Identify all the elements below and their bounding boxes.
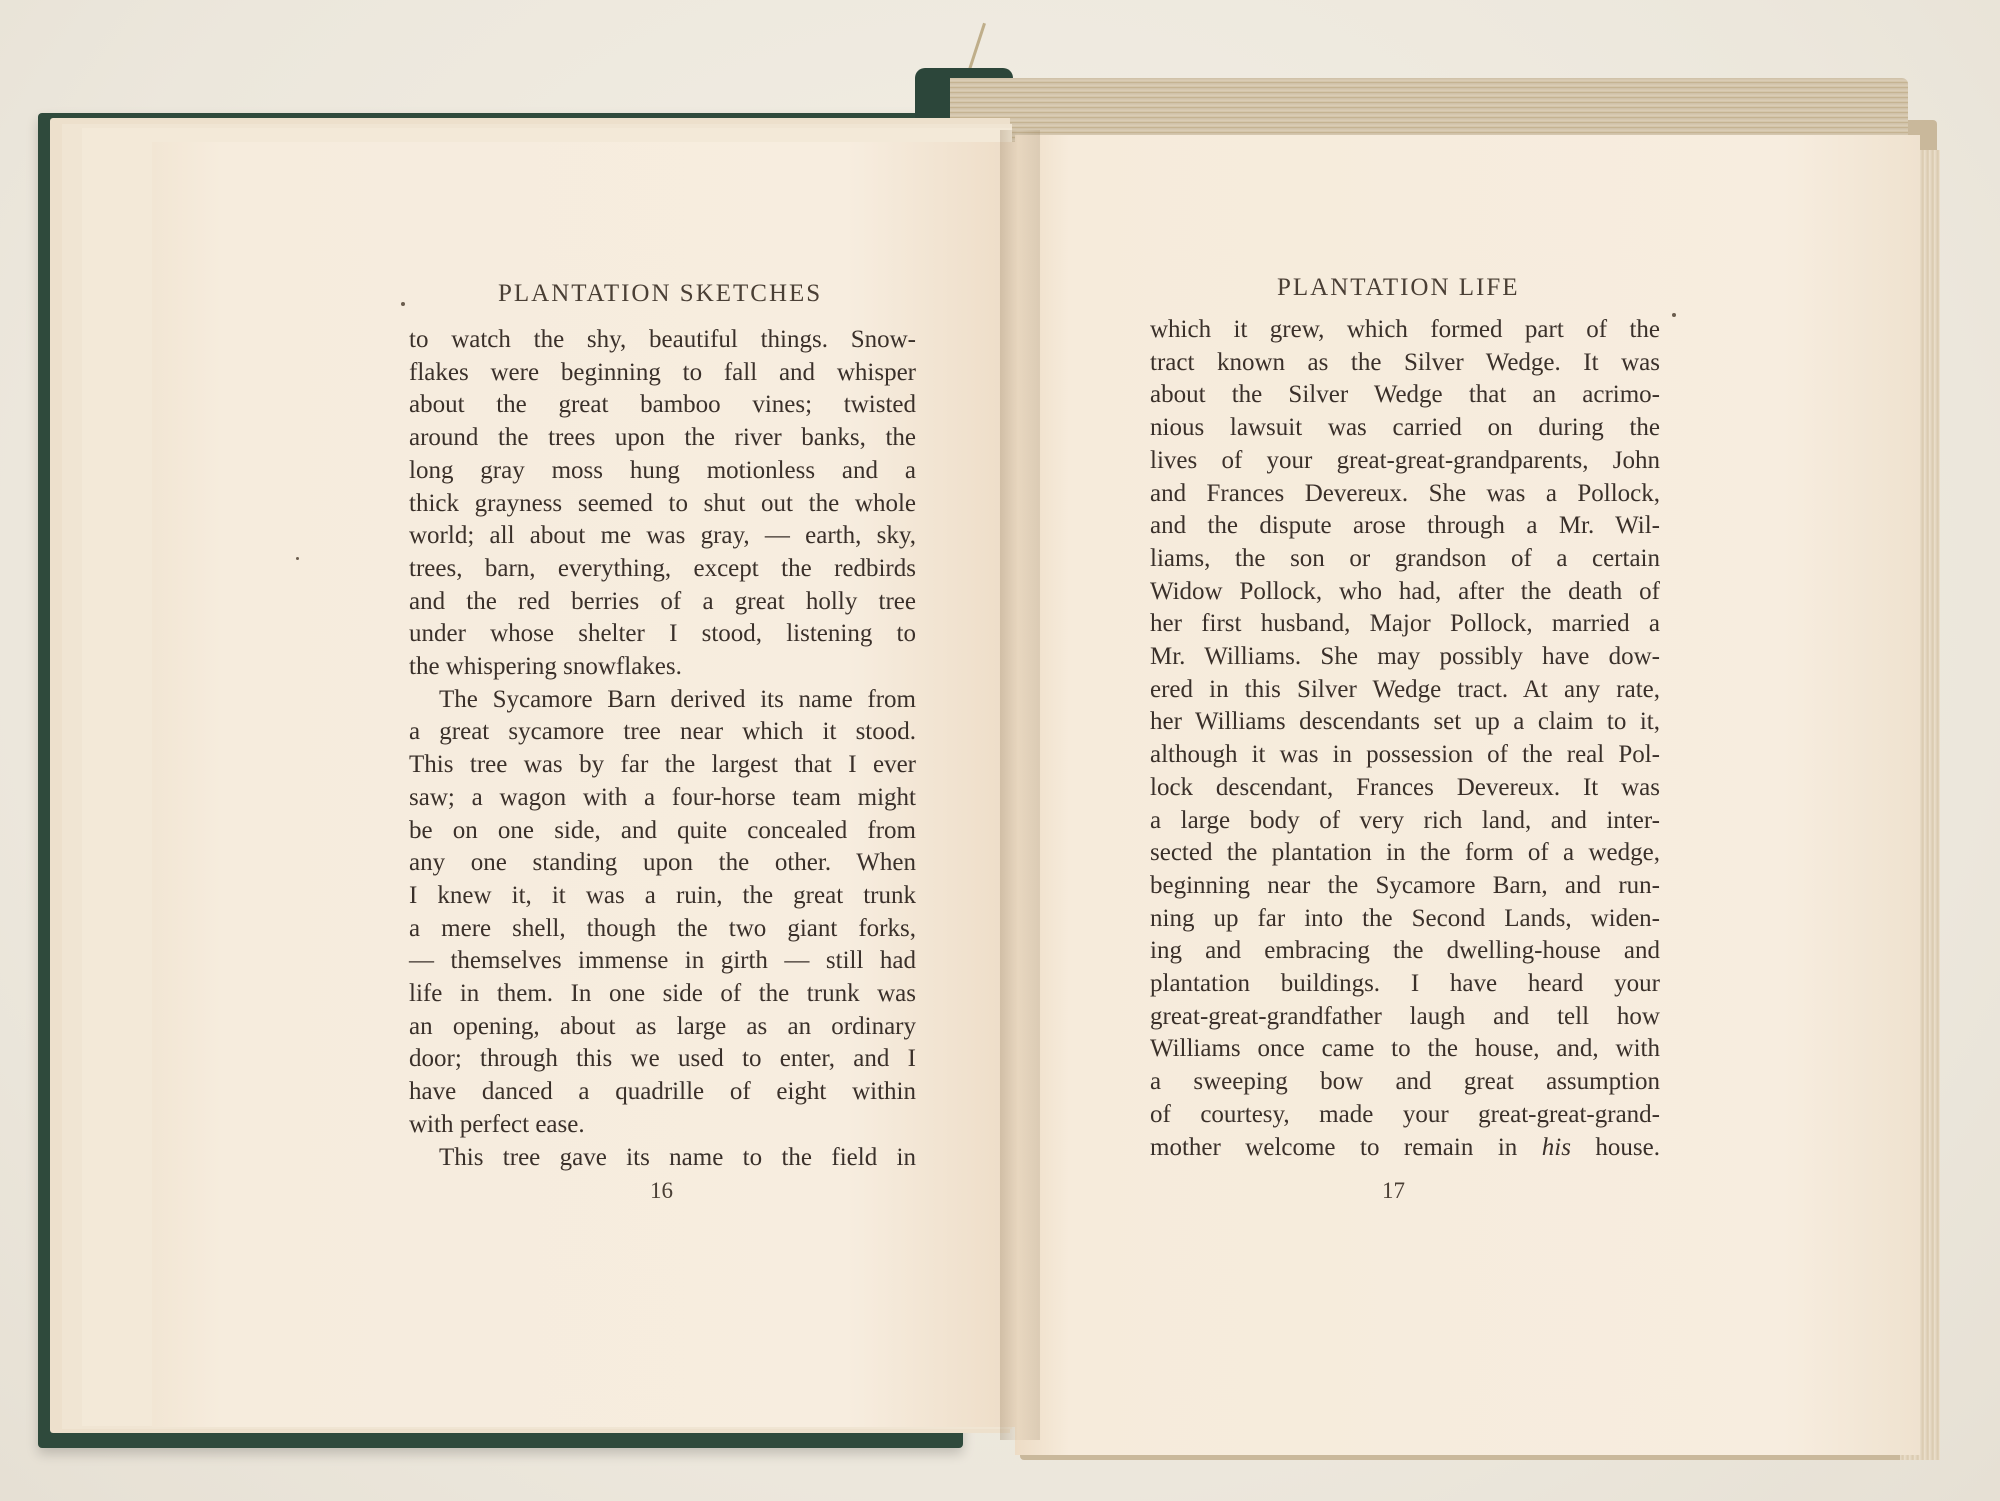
text-line: saw; a wagon with a four-horse team might (409, 783, 916, 811)
text-line: liams, the son or grandson of a certain (1150, 544, 1660, 572)
text-line: her Williams descendants set up a claim to it, (1150, 708, 1660, 736)
text-line: which it grew, which formed part of the (1150, 316, 1660, 343)
right-page-body (1150, 314, 1660, 1164)
text-line: Mr. Williams. She may possibly have dow- (1150, 643, 1660, 671)
book-gutter (1000, 130, 1040, 1440)
text-line: to watch the shy, beautiful things. Snow- (409, 326, 916, 353)
left-running-head: PLANTATION SKETCHES (498, 280, 823, 307)
text-line: an opening, about as large as an ordinary (409, 1012, 916, 1040)
text-line: plantation buildings. I have heard your (1150, 970, 1660, 998)
right-page-number: 17 (1382, 1178, 1405, 1203)
text-line: life in them. In one side of the trunk was (409, 980, 916, 1008)
text-line: her first husband, Major Pollock, married a (1150, 610, 1660, 638)
text-line: flakes were beginning to fall and whisper (409, 358, 916, 386)
text-line: sected the plantation in the form of a wedge, (1150, 839, 1660, 867)
text-line: and Frances Devereux. She was a Pollock, (1150, 479, 1660, 507)
text-line: around the trees upon the river banks, the (409, 424, 916, 452)
text-line: ered in this Silver Wedge tract. At any rate, (1150, 675, 1660, 703)
ink-speck (1672, 313, 1676, 317)
text-line: about the Silver Wedge that an acrimo- (1150, 381, 1660, 409)
text-line: a large body of very rich land, and inter- (1150, 806, 1660, 834)
text-line: This tree was by far the largest that I ever (409, 751, 916, 779)
text-line: Widow Pollock, who had, after the death of (1150, 577, 1660, 605)
text-line: and the dispute arose through a Mr. Wil- (1150, 512, 1660, 540)
text-line: of courtesy, made your great-great-grand- (1150, 1100, 1660, 1128)
text-line: ing and embracing the dwelling-house and (1150, 937, 1660, 965)
ink-speck (401, 302, 405, 306)
text-line: be on one side, and quite concealed from (409, 816, 916, 844)
text-line: nious lawsuit was carried on during the (1150, 414, 1660, 442)
right-running-head: PLANTATION LIFE (1277, 274, 1520, 301)
text-line: a mere shell, though the two giant forks, (409, 914, 916, 942)
text-line: mother welcome to remain in his house. (1150, 1133, 1660, 1161)
text-line: — themselves immense in girth — still had (409, 947, 916, 975)
ink-speck (296, 557, 299, 560)
left-page-number: 16 (650, 1178, 673, 1203)
text-line: long gray moss hung motionless and a (409, 456, 916, 484)
text-line: This tree gave its name to the field in (439, 1143, 916, 1171)
text-line: Williams once came to the house, and, with (1150, 1035, 1660, 1063)
left-page-body (409, 324, 916, 1174)
text-line: great-great-grandfather laugh and tell how (1150, 1002, 1660, 1030)
text-line: lock descendant, Frances Devereux. It was (1150, 773, 1660, 801)
text-line: beginning near the Sycamore Barn, and run- (1150, 871, 1660, 899)
text-line: under whose shelter I stood, listening to (409, 620, 916, 648)
italic-word: his (1541, 1133, 1571, 1161)
text-line: trees, barn, everything, except the redbirds (409, 554, 916, 582)
text-line: door; through this we used to enter, and I (409, 1045, 916, 1073)
text-line: although it was in possession of the real Pol- (1150, 741, 1660, 769)
text-line: the whispering snowflakes. (409, 653, 682, 681)
text-line: a sweeping bow and great assumption (1150, 1068, 1660, 1096)
text-line: and the red berries of a great holly tree (409, 587, 916, 615)
text-line: I knew it, it was a ruin, the great trunk (409, 881, 916, 909)
text-line: world; all about me was gray, — earth, sky, (409, 522, 916, 550)
text-line: any one standing upon the other. When (409, 849, 916, 877)
text-fragment: house. (1570, 1133, 1660, 1161)
text-line: a great sycamore tree near which it stood. (409, 718, 916, 746)
text-line: lives of your great-great-grandparents, John (1150, 446, 1660, 474)
text-line: about the great bamboo vines; twisted (409, 391, 916, 419)
text-line: thick grayness seemed to shut out the whole (409, 489, 916, 517)
text-line: with perfect ease. (409, 1110, 585, 1138)
text-line: have danced a quadrille of eight within (409, 1078, 916, 1106)
text-line: ning up far into the Second Lands, widen- (1150, 904, 1660, 932)
text-line: The Sycamore Barn derived its name from (439, 685, 916, 713)
text-line: tract known as the Silver Wedge. It was (1150, 348, 1660, 376)
